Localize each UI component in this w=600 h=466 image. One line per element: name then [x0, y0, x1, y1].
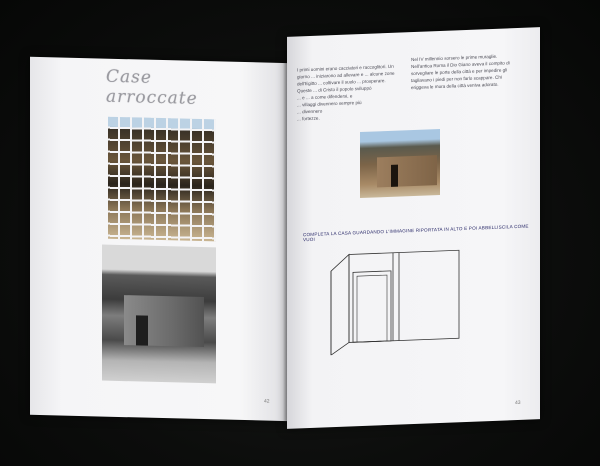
- text-line: I primi uomini erano cacciatori e raccoglitori. Un: [297, 63, 394, 73]
- left-page: [30, 57, 292, 421]
- text-line: Nell'antica Roma il Dio Giano aveva il compito di: [411, 60, 510, 70]
- exercise-caption: COMPLETA LA CASA GUARDANDO L'IMMAGINE RIPORTATA IN ALTO E POI ABBELLISCILA COME VUOI: [303, 223, 529, 243]
- text-line: Queste ... di Cristo il popolo sviluppò: [297, 85, 372, 94]
- bw-door-shape: [136, 315, 148, 345]
- text-column-right: [411, 52, 523, 91]
- color-door-shape: [391, 165, 398, 187]
- color-house-shape: [377, 155, 437, 187]
- text-line: ... e ... a come difendersi, e: [297, 93, 353, 101]
- mosaic-grid-overlay: [108, 117, 216, 242]
- right-page: [287, 27, 540, 429]
- left-page-number: 42: [264, 398, 270, 405]
- text-line: ... fortezze.: [297, 115, 320, 122]
- text-line: eriggeva le mura della città veniva adorato.: [411, 81, 499, 91]
- right-page-number: 43: [515, 399, 521, 407]
- text-column-left: [297, 62, 407, 122]
- text-line: tagliavano i piedi per non farlo scappare. Chi: [411, 74, 502, 84]
- text-line: ... villaggi divennero sempre più: [297, 99, 362, 108]
- text-line: giorno ... iniziarono ad allevare e ... alcune zone: [297, 70, 395, 80]
- house-outline-drawing: [329, 246, 463, 355]
- text-line: sorvegliare le porte della città e per impedire gli: [411, 67, 508, 77]
- page-title: Case arroccate: [106, 66, 198, 109]
- text-line: ... divennero: [297, 108, 323, 115]
- text-line: dell'Egitto ... coltivare il suolo ... prosperare.: [297, 78, 386, 87]
- text-line: Nel IV millennio sorsero le prime muraglie.: [411, 53, 498, 63]
